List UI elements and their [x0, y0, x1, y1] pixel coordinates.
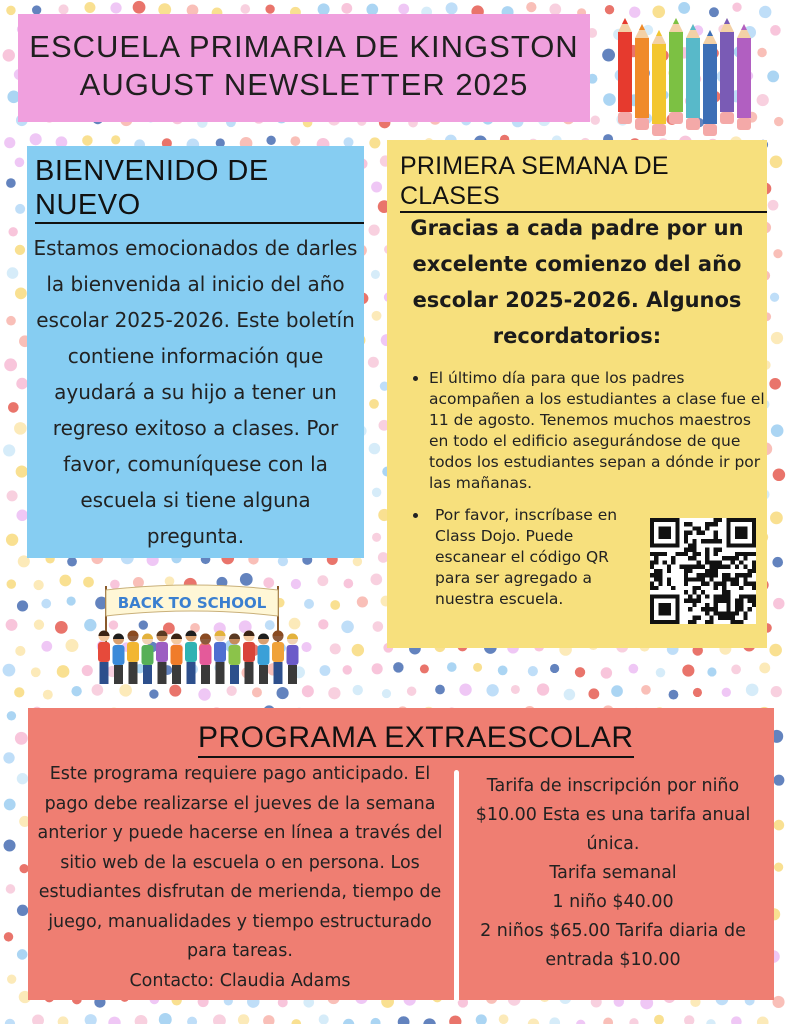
child-figure — [171, 634, 183, 685]
child-figure — [98, 631, 110, 685]
pencil — [618, 18, 632, 124]
welcome-section — [27, 146, 364, 558]
fee-line: 2 niños $65.00 Tarifa diaria de entrada $10.00 — [480, 921, 746, 970]
banner-text: BACK TO SCHOOL — [117, 594, 267, 612]
pencil — [669, 18, 683, 124]
fee-line: Tarifa de inscripción por niño $10.00 Esta es una tarifa anual única. — [475, 776, 751, 854]
child-figure — [243, 631, 255, 685]
reminder-item: • Por favor, inscríbase en Class Dojo. Puede escanear el código QR para ser agregado a nuestra escuela. — [429, 505, 635, 610]
newsletter-title: AUGUST NEWSLETTER 2025 — [79, 67, 529, 102]
child-figure — [258, 634, 270, 685]
back-to-school-illustration — [92, 582, 304, 690]
child-figure — [113, 634, 125, 685]
child-figure — [127, 631, 139, 685]
reminder-item: • El último día para que los padres acompañen a los estudiantes a clase fue el 11 de agosto. Tenemos muchos maestros en todo el edificio asegurándose de que todos los estudiantes sepan a dónde ir por las mañanas. — [429, 368, 769, 494]
welcome-title: BIENVENIDO DE NUEVO — [35, 154, 364, 224]
pencil — [686, 24, 700, 130]
school-name: ESCUELA PRIMARIA DE KINGSTON — [29, 29, 579, 64]
program-details: Este programa requiere pago anticipado. El pago debe realizarse el jueves de la semana anterior y puede hacerse en línea a través del sitio web de la escuela o en persona. Los estudiantes disfrutan de merienda, tiempo de juego, manualidades y tiempo estructurado para tareas. — [37, 764, 443, 961]
first-week-lead: Gracias a cada padre por un excelente comienzo del año escolar 2025-2026. Algunos recordatorios: — [410, 216, 744, 348]
child-figure — [142, 634, 154, 685]
child-figure — [200, 634, 212, 685]
child-figure — [156, 631, 168, 685]
program-title: PROGRAMA EXTRAESCOLAR — [198, 720, 634, 758]
welcome-body: Estamos emocionados de darles la bienvenida al inicio del año escolar 2025-2026. Este boletín contiene información que ayudará a su hijo a tener un regreso exitoso a clases. Por favor, comuníquese con la escuela si tiene alguna pregunta. — [33, 236, 358, 548]
fee-line: 1 niño $40.00 — [552, 892, 674, 912]
child-figure — [214, 631, 226, 685]
program-description — [30, 760, 450, 996]
qr-code-icon[interactable] — [650, 518, 756, 624]
fee-line: Tarifa semanal — [549, 863, 677, 883]
child-figure — [229, 634, 241, 685]
first-week-title: PRIMERA SEMANA DE CLASES — [400, 151, 767, 213]
pencil — [703, 30, 717, 136]
program-contact: Contacto: Claudia Adams — [129, 970, 351, 991]
column-divider — [454, 770, 459, 1002]
pencil — [635, 24, 649, 130]
colored-pencils-icon — [612, 16, 762, 144]
pencil — [737, 24, 751, 130]
child-figure — [185, 631, 197, 685]
newsletter-header — [18, 14, 590, 122]
first-week-section — [387, 140, 767, 648]
pencil — [720, 18, 734, 124]
child-figure — [287, 634, 299, 685]
child-figure — [272, 631, 284, 685]
after-school-program-section — [28, 708, 774, 1000]
program-fees — [468, 772, 758, 975]
pencil — [652, 30, 666, 136]
